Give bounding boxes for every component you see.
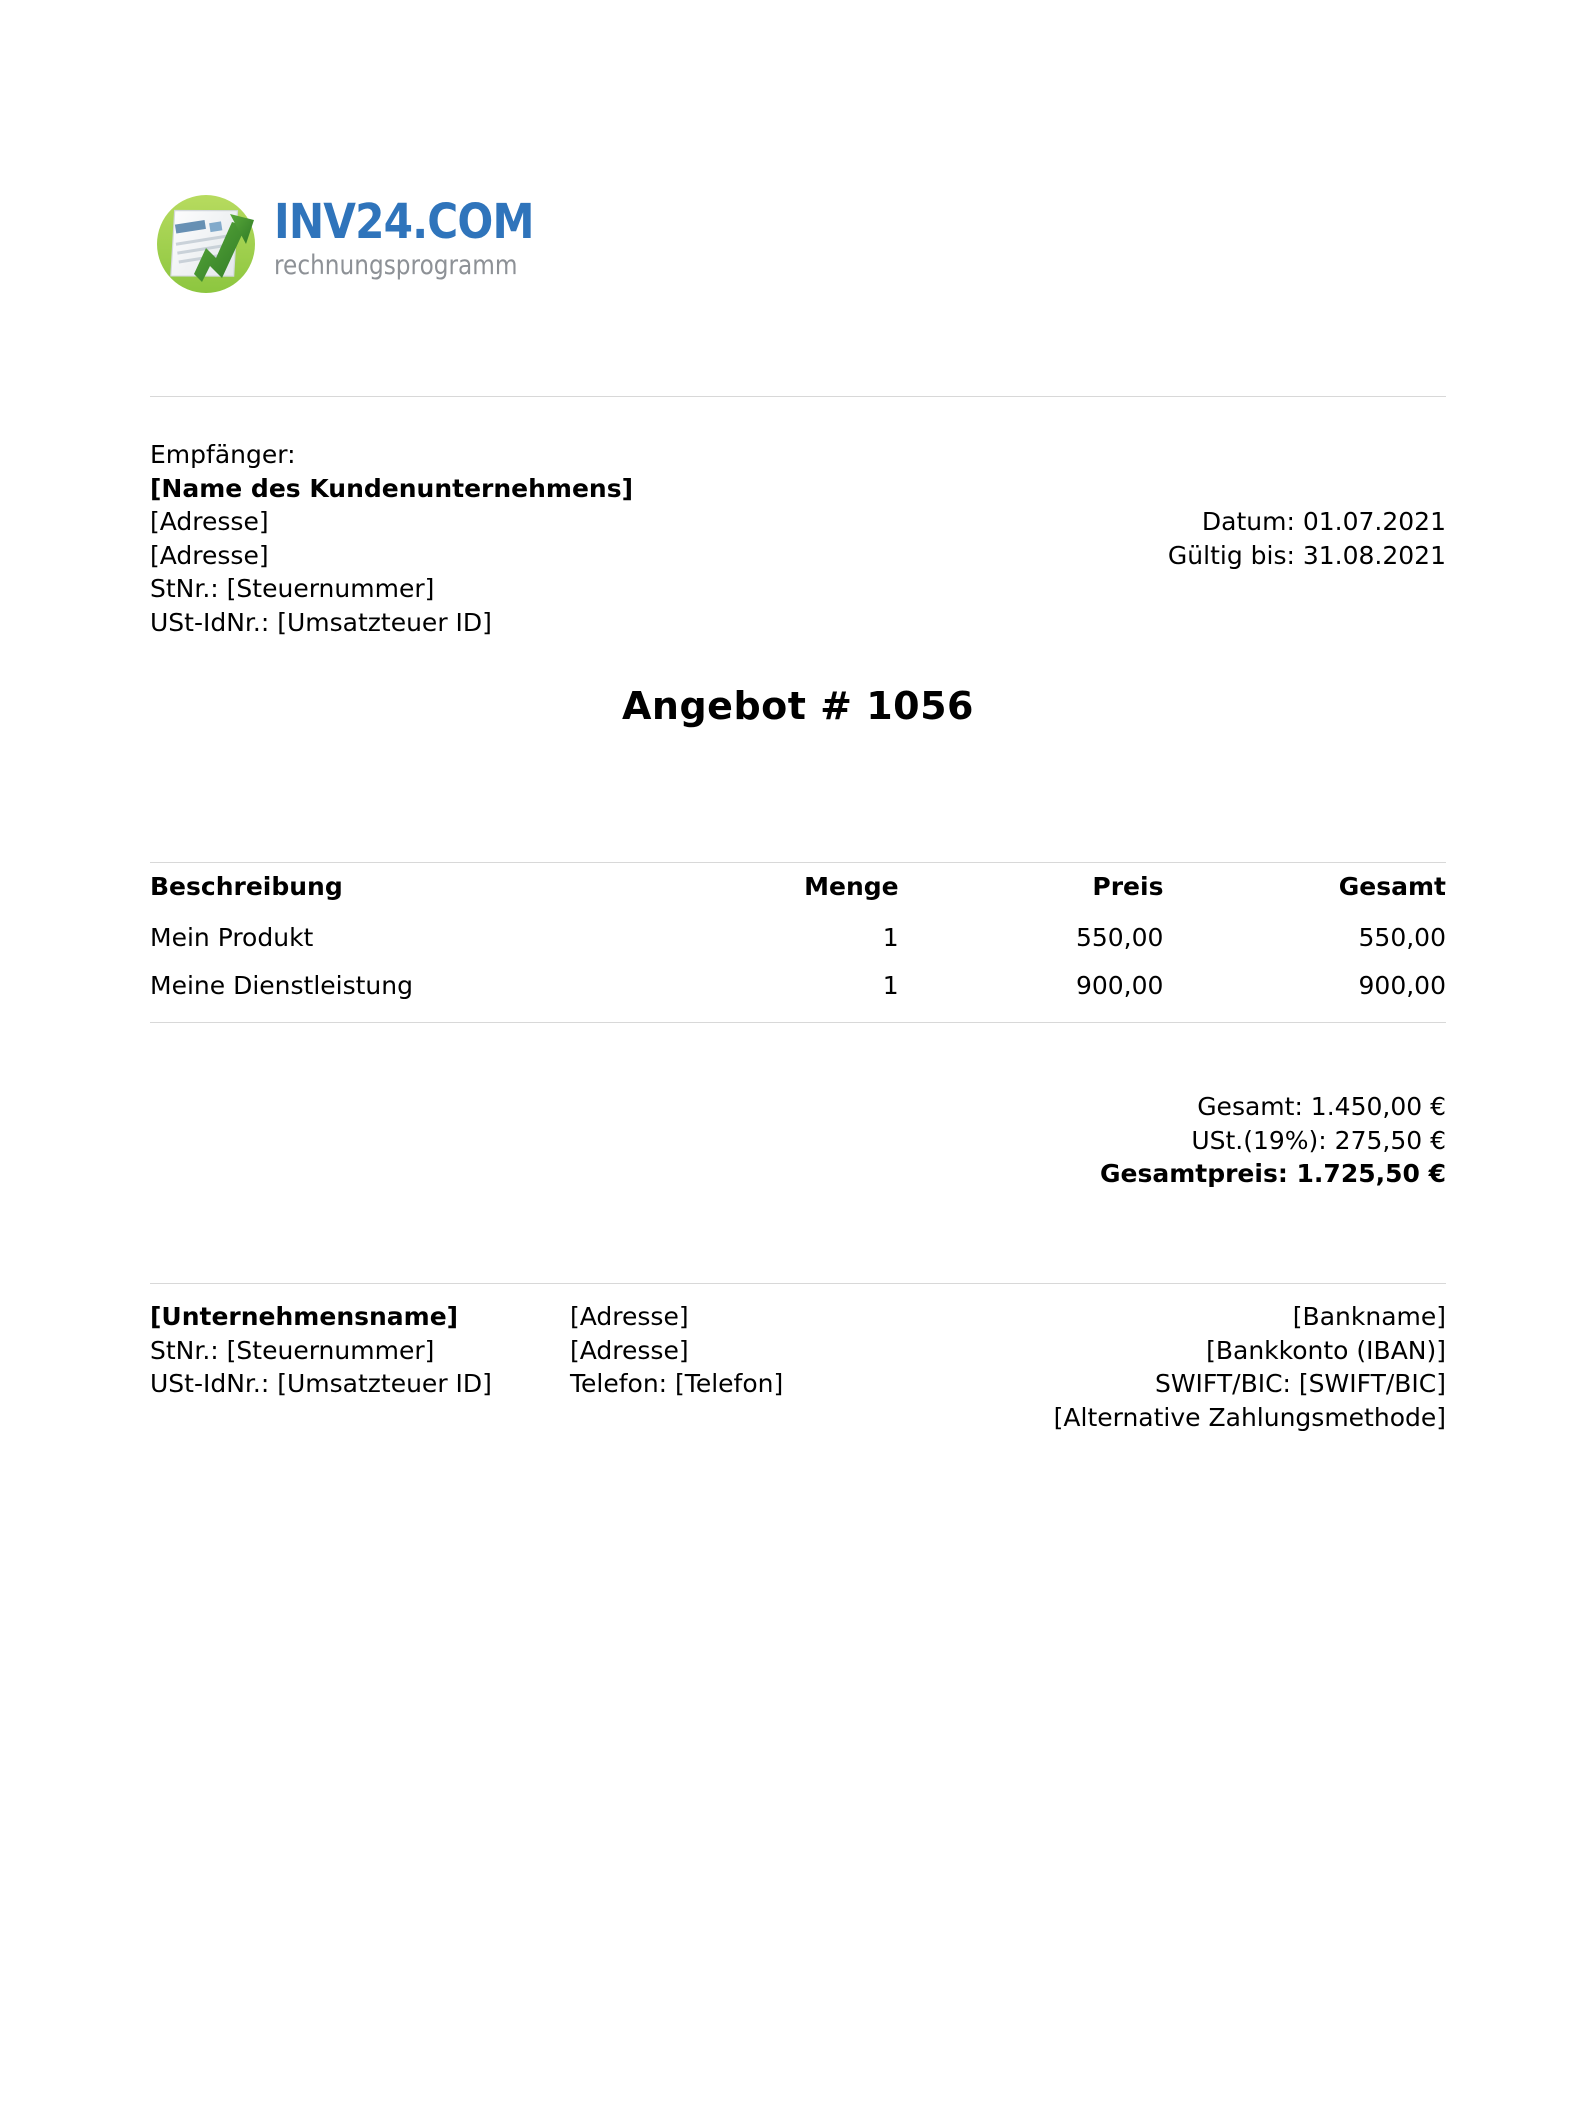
footer-company-tax-number: StNr.: [Steuernummer] [150, 1335, 435, 1365]
parties-section [150, 438, 1446, 639]
document-title: Angebot # 1056 [622, 684, 974, 728]
column-header-price: Preis [1092, 872, 1164, 901]
item-quantity: 1 [882, 971, 899, 1000]
table-bottom-divider [150, 1022, 1446, 1023]
issue-date: Datum: 01.07.2021 [1201, 507, 1446, 536]
footer-address-line-1: [Adresse] [570, 1302, 689, 1331]
item-quantity: 1 [882, 923, 899, 952]
valid-until-date: Gültig bis: 31.08.2021 [1167, 540, 1446, 570]
subtotal-amount: Gesamt: 1.450,00 € [1197, 1092, 1446, 1121]
footer-bank-name: [Bankname] [1292, 1302, 1446, 1331]
item-price: 550,00 [1075, 923, 1164, 952]
column-header-description: Beschreibung [150, 872, 343, 901]
dates-block [1168, 438, 1446, 572]
recipient-company: [Name des Kundenunternehmens] [150, 473, 634, 503]
item-total: 550,00 [1358, 923, 1446, 952]
recipient-tax-number: StNr.: [Steuernummer] [150, 574, 435, 603]
column-header-total: Gesamt [1338, 872, 1446, 901]
footer-company-name: [Unternehmensname] [150, 1302, 459, 1331]
recipient-address-line-1: [Adresse] [150, 507, 269, 536]
brand-wordmark [274, 186, 569, 279]
table-header-row [150, 872, 1446, 923]
item-total: 900,00 [1358, 971, 1446, 1000]
brand-logo [150, 186, 569, 298]
totals-block [150, 1090, 1446, 1191]
recipient-vat-id: USt-IdNr.: [Umsatzteuer ID] [150, 607, 492, 637]
brand-tagline: rechnungsprogramm [274, 250, 518, 281]
footer-contact-column [570, 1300, 1000, 1434]
recipient-label: Empfänger: [150, 440, 296, 469]
item-price: 900,00 [1075, 971, 1164, 1000]
footer-bank-account: [Bankkonto (IBAN)] [1206, 1335, 1446, 1365]
table-row [150, 923, 1446, 971]
header-divider [150, 396, 1446, 397]
footer-bank-swift: SWIFT/BIC: [SWIFT/BIC] [1154, 1369, 1446, 1398]
footer-address-line-2: [Adresse] [570, 1335, 689, 1365]
table-row [150, 971, 1446, 1019]
footer-divider [150, 1283, 1446, 1284]
line-items-table [150, 872, 1446, 1019]
brand-name: INV24.COM [274, 194, 534, 250]
footer-section [150, 1300, 1446, 1434]
footer-company-vat-id: USt-IdNr.: [Umsatzteuer ID] [150, 1369, 492, 1398]
vat-amount: USt.(19%): 275,50 € [1191, 1125, 1446, 1155]
table-top-divider [150, 862, 1446, 863]
footer-company-column [150, 1300, 570, 1434]
footer-phone: Telefon: [Telefon] [570, 1369, 784, 1398]
item-description: Mein Produkt [150, 923, 314, 952]
footer-alternative-payment: [Alternative Zahlungsmethode] [1053, 1402, 1446, 1432]
document-growth-arrow-logo-icon [150, 186, 266, 298]
column-header-quantity: Menge [804, 872, 899, 901]
recipient-block [150, 438, 633, 639]
recipient-address-line-2: [Adresse] [150, 540, 269, 570]
footer-bank-column [1000, 1300, 1446, 1434]
grand-total-amount: Gesamtpreis: 1.725,50 € [1099, 1159, 1446, 1188]
item-description: Meine Dienstleistung [150, 971, 413, 1000]
